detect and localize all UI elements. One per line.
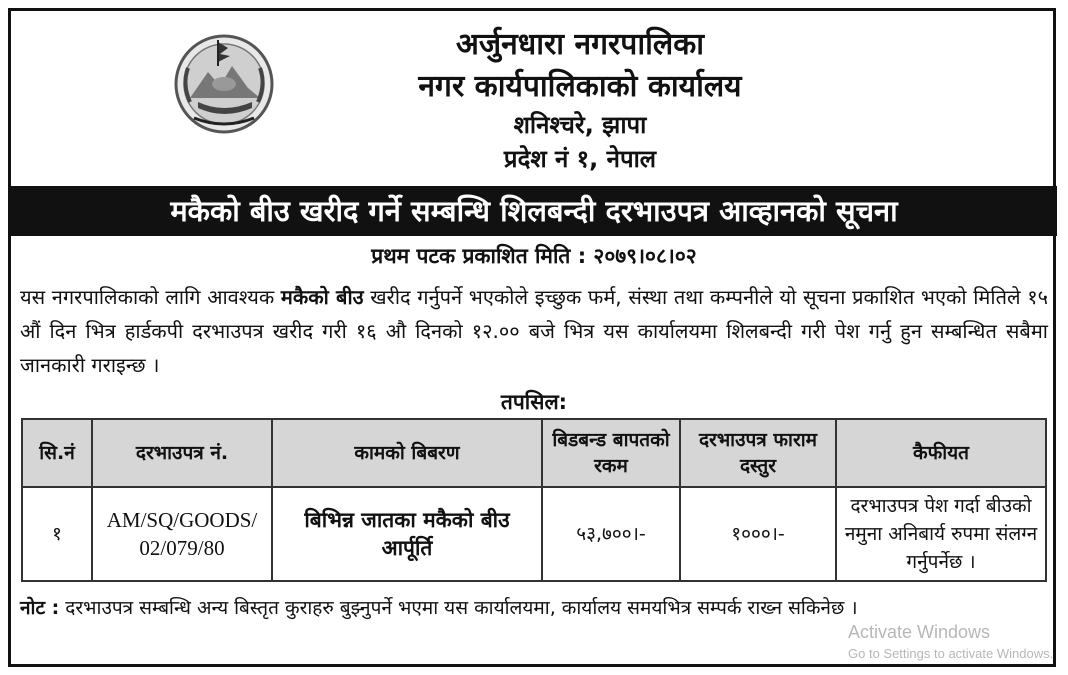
- cell-serial: १: [22, 487, 92, 581]
- body-text-bold: मकैको बीउ: [280, 285, 364, 309]
- cell-bid-number: AM/SQ/GOODS/ 02/079/80: [92, 487, 272, 581]
- municipality-name: अर्जुनधारा नगरपालिका: [455, 27, 705, 62]
- table-header-row: [22, 419, 1046, 487]
- col-header-bid-number: दरभाउपत्र नं.: [92, 419, 272, 487]
- province: प्रदेश नं १, नेपाल: [503, 145, 657, 173]
- notice-body: [20, 280, 1048, 382]
- col-header-remarks: कैफीयत: [836, 419, 1046, 487]
- cell-remarks: दरभाउपत्र पेश गर्दा बीउको नमुना अनिबार्य रुपमा संलग्न गर्नुपर्नेछ ।: [836, 487, 1046, 581]
- published-date: प्रथम पटक प्रकाशित मिति : २०७९।०८।०२: [371, 244, 697, 268]
- tender-table: [21, 418, 1047, 582]
- note-label: नोट :: [20, 597, 60, 619]
- table-title: तपसिल:: [500, 390, 568, 414]
- activate-windows-hint: Go to Settings to activate Windows.: [848, 646, 1054, 661]
- col-header-description: कामको बिबरण: [272, 419, 542, 487]
- body-text-start: यस नगरपालिकाको लागि आवश्यक: [20, 285, 281, 309]
- office-location: शनिश्चरे, झापा: [513, 111, 647, 139]
- note: [20, 590, 1048, 626]
- notice-title-banner: मकैको बीउ खरीद गर्ने सम्बन्धि शिलबन्दी दरभाउपत्र आव्हानको सूचना: [11, 186, 1057, 236]
- body-text-rest: खरीद गर्नुपर्ने भएकोले इच्छुक फर्म, संस्था तथा कम्पनीले यो सूचना प्रकाशित भएको मितिले १५ औं दिन भित्र हार्डकपी दरभाउपत्र खरीद गरी १६ औ दिनको १२.०० बजे भित्र यस कार्यालयमा शिलबन्दी गरी पेश गर्नु हुन सम्बन्धित सबैमा जानकारी गराइन्छ ।: [20, 285, 1048, 377]
- table-row: [22, 487, 1046, 581]
- activate-windows-watermark: Activate Windows: [848, 622, 991, 642]
- note-text: दरभाउपत्र सम्बन्धि अन्य बिस्तृत कुराहरु बुझ्नुपर्ने भएमा यस कार्यालयमा, कार्यालय समयभित्र सम्पर्क राख्न सकिनेछ ।: [59, 597, 858, 619]
- col-header-serial: सि.नं: [22, 419, 92, 487]
- col-header-form-fee: दरभाउपत्र फाराम दस्तुर: [680, 419, 836, 487]
- cell-description: बिभिन्न जातका मकैको बीउ आर्पूर्ति: [272, 487, 542, 581]
- cell-bid-bond: ५३,७००।-: [542, 487, 680, 581]
- office-name: नगर कार्यपालिकाको कार्यालय: [418, 69, 742, 104]
- nepal-emblem-icon: [168, 28, 280, 136]
- cell-form-fee: १०००।-: [680, 487, 836, 581]
- col-header-bid-bond: बिडबन्ड बापतको रकम: [542, 419, 680, 487]
